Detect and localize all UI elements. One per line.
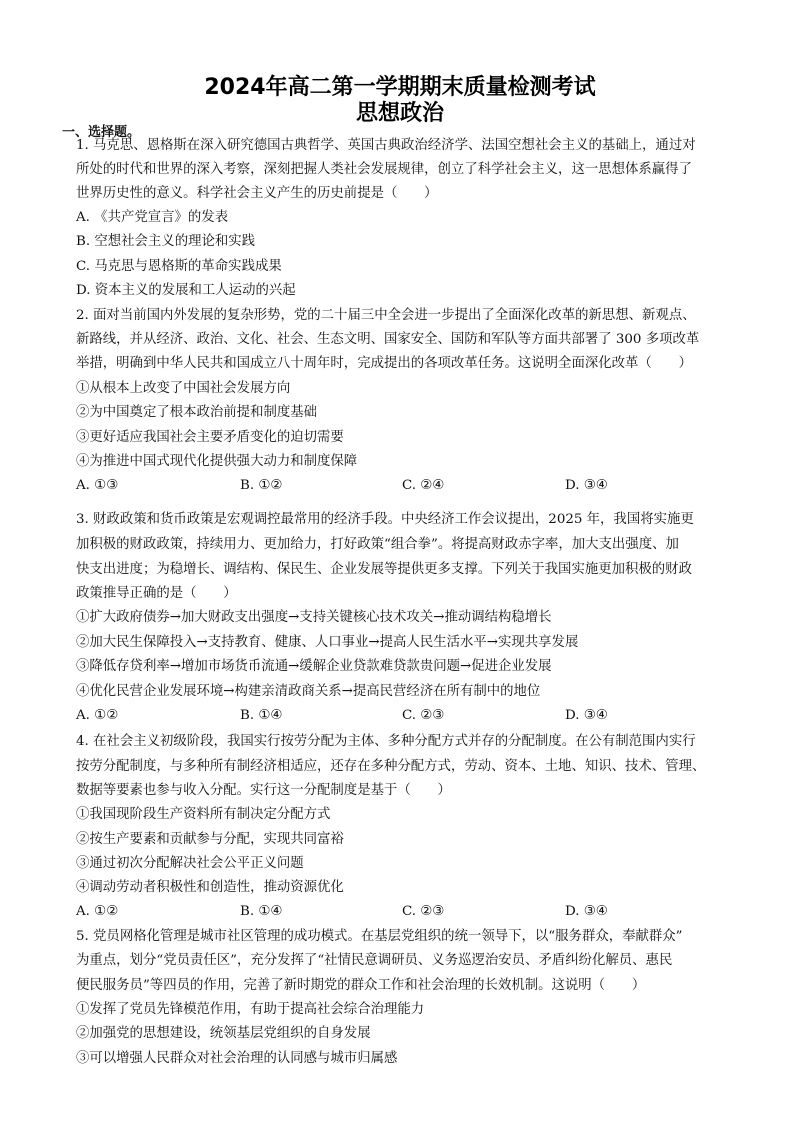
- q5-stem-line: 便民服务员”等四员的作用，完善了新时期党的群众工作和社会治理的长效机制。这说明（ ）: [76, 978, 646, 993]
- q1-option-a: A. 《共产党宣言》的发表: [76, 210, 229, 225]
- q1-option-b: B. 空想社会主义的理论和实践: [76, 234, 256, 249]
- q1-option-c: C. 马克思与恩格斯的革命实践成果: [76, 259, 282, 274]
- q2-stem-line: 新路线，并从经济、政治、文化、社会、生态文明、国家安全、国防和军队等方面共部署了 300 多项改革: [76, 332, 700, 347]
- q1-stem-line: 所处的时代和世界的深入考察，深刻把握人类社会发展规律，创立了科学社会主义，这一思想体系赢得了: [76, 162, 692, 177]
- q4-statement: ④调动劳动者积极性和创造性，推动资源优化: [76, 880, 344, 895]
- q2-choice-b: B. ①②: [240, 478, 283, 493]
- q4-stem-line: 按劳分配制度，与多种所有制经济相适应，还存在多种分配方式，劳动、资本、土地、知识、技术、管理、: [76, 759, 706, 774]
- q2-stem-line: 2. 面对当前国内外发展的复杂形势，党的二十届三中全会进一步提出了全面深化改革的新思想、新观点、: [76, 308, 696, 323]
- q4-statement: ②按生产要素和贡献参与分配，实现共同富裕: [76, 832, 344, 847]
- q4-stem-line: 4. 在社会主义初级阶段，我国实行按劳分配为主体、多种分配方式并存的分配制度。在公有制范围内实行: [76, 734, 696, 749]
- q1-stem-line: 1. 马克思、恩格斯在深入研究德国古典哲学、英国古典政治经济学、法国空想社会主义的基础上，通过对: [76, 138, 696, 153]
- q2-choice-d: D. ③④: [565, 478, 608, 493]
- q5-stem-line: 为重点，划分“党员责任区”，充分发挥了“社情民意调研员、义务巡逻治安员、矛盾纠纷化解员、惠民: [76, 953, 673, 968]
- q5-statement: ②加强党的思想建设，统领基层党组织的自身发展: [76, 1026, 371, 1041]
- q1-option-d: D. 资本主义的发展和工人运动的兴起: [76, 283, 296, 298]
- q4-statement: ③通过初次分配解决社会公平正义问题: [76, 856, 304, 871]
- q3-stem-line: 政策推导正确的是（ ）: [76, 586, 237, 601]
- q3-statement: ③降低存贷利率→增加市场货币流通→缓解企业贷款难贷款贵问题→促进企业发展: [76, 659, 552, 674]
- q1-stem-line: 世界历史性的意义。科学社会主义产生的历史前提是（ ）: [76, 186, 438, 201]
- q3-choice-d: D. ③④: [565, 708, 608, 723]
- q2-choice-c: C. ②④: [402, 478, 445, 493]
- q3-statement: ①扩大政府债券→加大财政支出强度→支持关键核心技术攻关→推动调结构稳增长: [76, 610, 552, 625]
- q3-choice-c: C. ②③: [402, 708, 445, 723]
- q4-choice-b: B. ①④: [240, 904, 283, 919]
- q2-choices: [76, 476, 736, 496]
- q2-statement: ④为推进中国式现代化提供强大动力和制度保障: [76, 454, 358, 469]
- q4-choice-c: C. ②③: [402, 904, 445, 919]
- section-heading: 一、选择题。: [62, 125, 141, 140]
- q4-choice-a: A. ①②: [76, 904, 119, 919]
- q4-choices: [76, 902, 736, 922]
- q3-stem-line: 快支出进度；为稳增长、调结构、保民生、企业发展等提供更多支撑。下列关于我国实施更加积极的财政: [76, 562, 692, 577]
- q3-choices: [76, 706, 736, 726]
- q4-statement: ①我国现阶段生产资料所有制决定分配方式: [76, 807, 331, 822]
- q5-statement: ①发挥了党员先锋模范作用，有助于提高社会综合治理能力: [76, 1002, 425, 1017]
- q5-stem-line: 5. 党员网格化管理是城市社区管理的成功模式。在基层党组织的统一领导下，以“服务群众，奉献群众”: [76, 929, 683, 944]
- q2-stem-line: 举措，明确到中华人民共和国成立八十周年时，完成提出的各项改革任务。这说明全面深化改革（ ）: [76, 356, 692, 371]
- q2-choice-a: A. ①③: [76, 478, 119, 493]
- exam-subject: 思想政治: [355, 101, 444, 126]
- q3-stem-line: 3. 财政政策和货币政策是宏观调控最常用的经济手段。中央经济工作会议提出，2025 年，我国将实施更: [76, 512, 694, 527]
- q2-statement: ②为中国奠定了根本政治前提和制度基础: [76, 405, 318, 420]
- q5-statement: ③可以增强人民群众对社会治理的认同感与城市归属感: [76, 1051, 398, 1066]
- q3-choice-a: A. ①②: [76, 708, 119, 723]
- exam-title: 2024年高二第一学期期末质量检测考试: [204, 75, 596, 100]
- q3-statement: ②加大民生保障投入→支持教育、健康、人口事业→提高人民生活水平→实现共享发展: [76, 635, 579, 650]
- q2-statement: ③更好适应我国社会主要矛盾变化的迫切需要: [76, 430, 344, 445]
- q3-choice-b: B. ①④: [240, 708, 283, 723]
- q4-choice-d: D. ③④: [565, 904, 608, 919]
- q3-stem-line: 加积极的财政政策，持续用力、更加给力，打好政策“组合拳”。将提高财政赤字率，加大支出强度、加: [76, 537, 679, 552]
- q3-statement: ④优化民营企业发展环境→构建亲清政商关系→提高民营经济在所有制中的地位: [76, 684, 541, 699]
- q2-statement: ①从根本上改变了中国社会发展方向: [76, 381, 291, 396]
- q4-stem-line: 数据等要素也参与收入分配。实行这一分配制度是基于（ ）: [76, 783, 451, 798]
